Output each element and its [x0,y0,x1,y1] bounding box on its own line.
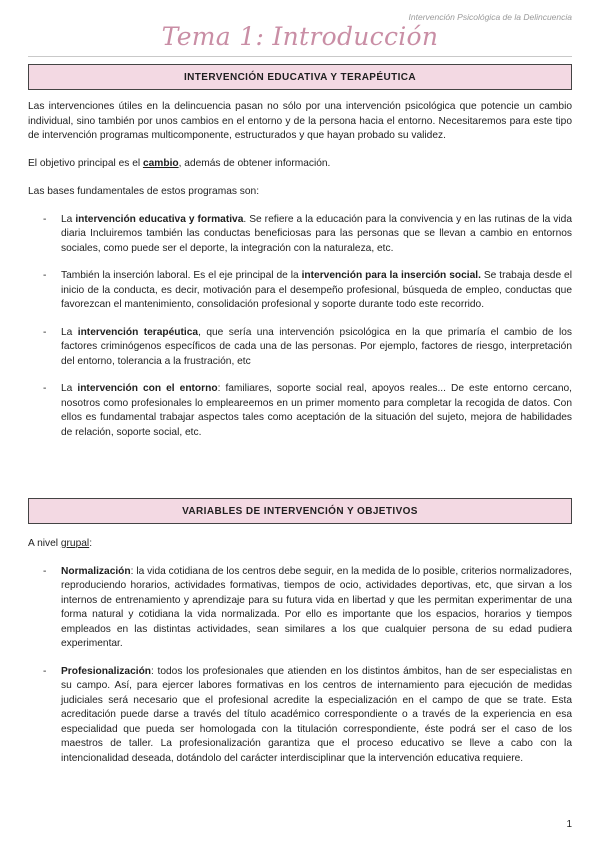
level-keyword: grupal [60,538,90,549]
list-item: - Normalización: la vida cotidiana de los centros debe seguir, en la medida de lo posible, criterios normalizadores, reproduciendo horarios, actividades formativas, tiempos de ocio, actividades deportivas, etc, que sirvan a los internos de entrenamiento y aprendizaje para su futura vida en libertad y que les permitan experimentar de una forma natural y cotidiana la vida normalizada. Por ello es importante que los espacios, horarios y tiempos empleados en las distintas actividades, sean similares a los que cualquier persona de su edad pudiera experimentar. [28,565,572,652]
page-title: Tema 1: Introducción [161,22,439,51]
intro-paragraph: Las intervenciones útiles en la delincuencia pasan no sólo por una intervención psicológica que potencie un cambio individual, sino también por unos cambios en el entorno y de la persona hacia el entorno. Necesitaremos para este tipo de intervención programas multicomponente, estructurados y que hayan probado su validez. [28,101,572,141]
list-item: - La intervención educativa y formativa. Se refiere a la educación para la convivencia y en las rutinas de la vida diaria Incluiremos también las conductas beneficiosas para las personas que se llevan a cambio en entornos sociales, como puede ser el deporte, la integración con la naturaleza, etc. [28,213,572,257]
title-divider [28,56,572,57]
level-paragraph: A nivel grupal: [28,538,93,549]
section-heading-educativa: INTERVENCIÓN EDUCATIVA Y TERAPÉUTICA [28,64,572,90]
section1-body [28,100,572,440]
list-item: - Profesionalización: todos los profesionales que atienden en los distintos ámbitos, han de ser especialistas en su campo. Así, para ejercer labores formativas en los centros de internamiento para ejecución de medidas judiciales será necesario que el profesional acredite la especialización en el campo de que se trate. Esta acreditación puede darse a través del título académico correspondiente o a través de la experiencia en esa especialidad que pueda ser homologada con la titulación correspondiente, éste podrá ser el caso de los maestros de taller. La profesionalización garantiza que el proceso educativo se lleve a cabo con la intencionalidad deseada, dotándolo del carácter interdisciplinar que la intervención educativa requiere. [28,665,572,767]
list-item: - La intervención terapéutica, que sería una intervención psicológica en la que primaría el cambio de los factores criminógenos específicos de cada una de las personas. Por ejemplo, factores de riesgo, interpretación del entorno, tolerancia a la frustración, etc [28,326,572,370]
list-item: - La intervención con el entorno: familiares, soporte social real, apoyos reales... De este entorno cercano, nosotros como profesionales lo empleareemos en un primer momento para completar la recogida de datos. Con ellos es fundamental trabajar aspectos tales como aceptación de la situación del sujeto, mejora de habilidades de relación, soporte social, etc. [28,382,572,440]
objective-paragraph: El objetivo principal es el cambio, además de obtener información. [28,157,331,169]
course-header: Intervención Psicológica de la Delincuencia [408,12,572,22]
bases-paragraph: Las bases fundamentales de estos programas son: [28,186,260,197]
variables-list [28,565,572,767]
list-item: - También la inserción laboral. Es el eje principal de la intervención para la inserción social. Se trabaja desde el inicio de la conducta, es decir, motivación para el desempeño profesional, búsqueda de empleo, conductas que favorezcan el mantenimiento, consolidación profesional y soporte durante todo este recorrido. [28,269,572,313]
bases-list [28,213,572,441]
objective-keyword: cambio [142,157,179,169]
section-heading-variables: VARIABLES DE INTERVENCIÓN Y OBJETIVOS [28,498,572,524]
page-number: 1 [566,819,572,830]
section2-body [28,537,572,766]
